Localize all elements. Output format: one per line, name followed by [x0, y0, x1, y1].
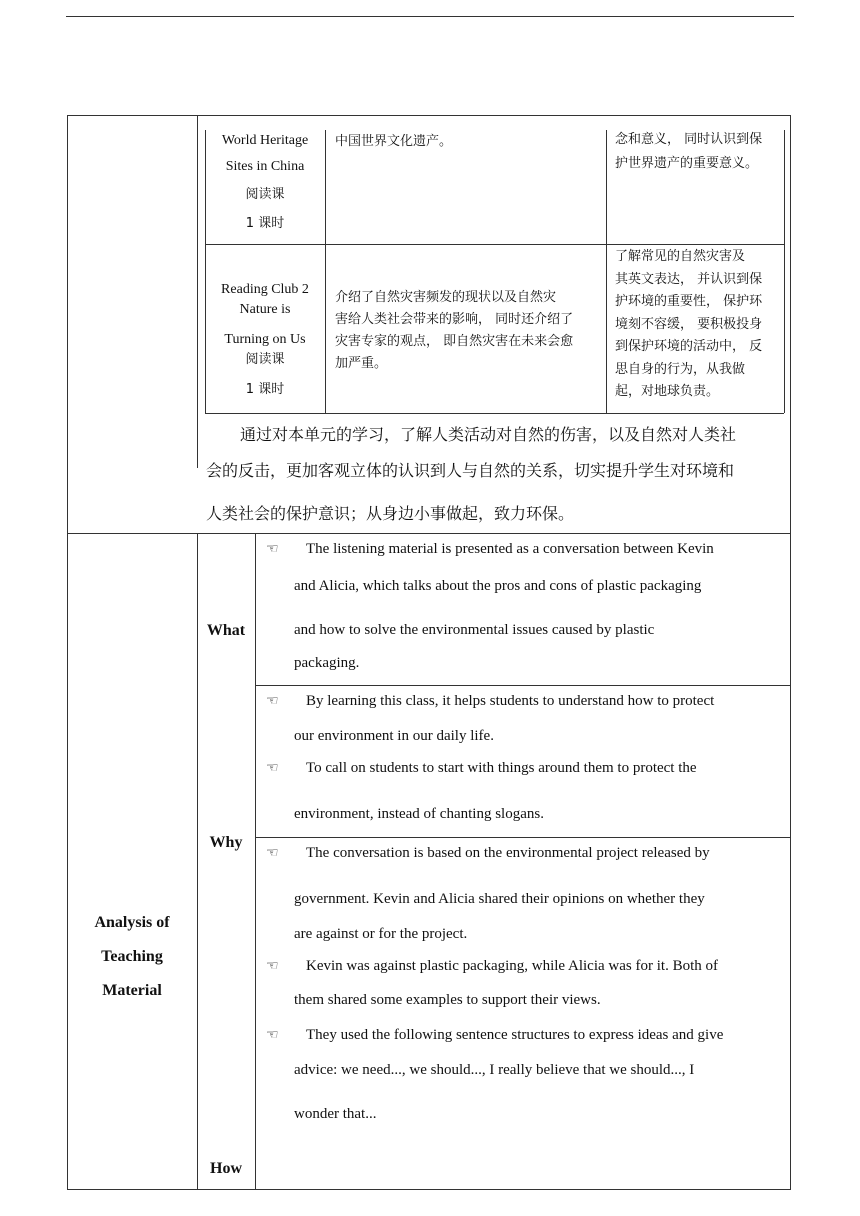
analysis-section-label: Analysis of Teaching Material: [94, 914, 170, 999]
category-column-divider: [255, 533, 256, 1190]
lesson-1-title: World Heritage Sites in China 阅读课 1 课时: [221, 133, 309, 231]
pointing-hand-icon: ☜: [266, 846, 279, 861]
lesson-table-col1-border: [325, 130, 326, 413]
pointing-hand-icon: ☜: [266, 761, 279, 776]
lesson-table-bottom-border: [205, 413, 784, 414]
lesson-1-goal: 念和意义， 同时认识到保 护世界遗产的重要意义。: [615, 132, 763, 171]
lesson-1-content: 中国世界文化遗产。: [335, 134, 453, 149]
lesson-2-goal: 了解常见的自然灾害及 其英文表达， 并认识到保 护环境的重要性， 保护环 境刻不容缓， 要积极投身 到保护环境的活动中， 反 思自身的行为，从我做 起，对地球负责。: [615, 249, 763, 399]
lesson-row-divider: [205, 244, 784, 245]
pointing-hand-icon: ☜: [266, 959, 279, 974]
left-column-divider-upper: [197, 115, 198, 468]
lesson-2-title: Reading Club 2 Nature is Turning on Us 阅读课 1 课时: [221, 282, 309, 397]
how-label: How: [210, 1160, 242, 1177]
unit-summary-line-3: 人类社会的保护意识；从身边小事做起，致力环保。: [206, 504, 575, 523]
pointing-hand-icon: ☜: [266, 694, 279, 709]
why-label: Why: [209, 834, 243, 851]
what-why-divider: [255, 685, 791, 686]
pointing-hand-icon: ☜: [266, 1028, 279, 1043]
pointing-hand-icon: ☜: [266, 542, 279, 557]
lesson-table-col2-border: [606, 130, 607, 413]
why-how-divider: [255, 837, 791, 838]
lesson-2-content: 介绍了自然灾害频发的现状以及自然灾 害给人类社会带来的影响， 同时还介绍了 灾害专家的观点， 即自然灾害在未来会愈 加严重。: [335, 290, 574, 371]
unit-summary-line-1: 通过对本单元的学习，了解人类活动对自然的伤害，以及自然对人类社: [240, 425, 737, 444]
what-label: What: [206, 622, 246, 639]
unit-summary-line-2: 会的反击，更加客观立体的认识到人与自然的关系，切实提升学生对环境和: [206, 461, 735, 480]
section-divider: [67, 533, 791, 534]
header-rule: [66, 16, 794, 17]
